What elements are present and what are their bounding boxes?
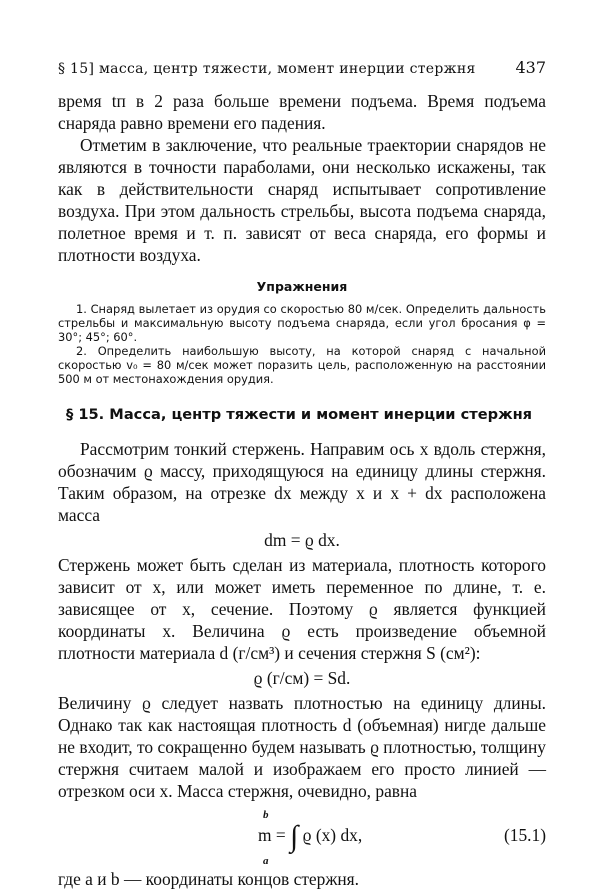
section-paragraph-4: где a и b — координаты концов стержня. [58,869,359,889]
paragraph-2: Отметим в заключение, что реальные траектории снарядов не являются в точности параболами, они несколько искажены, так как в действительности снаряд испытывает сопротивление воздуха. При этом дальность стрельбы, высота подъема снаряда, полетное время и т. п. зависят от веса снаряда, его формы и плотности воздуха. [58,135,546,265]
integral-sign: ∫ [290,820,299,853]
integral-lower-limit: a [263,855,269,867]
equation-number: (15.1) [503,825,546,845]
page-header [58,58,546,77]
page-body [58,90,546,890]
exercises-title: Упражнения [256,279,348,294]
exercise-1: 1. Снаряд вылетает из орудия со скоростью 80 м/сек. Определить дальность стрельбы и максимальную высоту подъема снаряда, если угол бросания φ = 30°; 45°; 60°. [58,302,546,344]
page-number: 437 [515,58,546,77]
section-paragraph-3: Величину ϱ следует назвать плотностью на единицу длины. Однако так как настоящая плотность d (объемная) нигде дальше не входит, то сокращенно будем называть ϱ плотностью, толщину стержня считаем малой и изображаем его просто линией — отрезком оси x. Масса стержня, очевидно, равна [58,693,546,801]
integral-lhs: m = [258,825,286,845]
section-paragraph-1: Рассмотрим тонкий стержень. Направим ось x вдоль стержня, обозначим ϱ массу, приходящуюся на единицу длины стержня. Таким образом, на отрезке dx между x и x + dx расположена масса [58,439,546,525]
paragraph-1: время tп в 2 раза больше времени подъема. Время подъема снаряда равно времени его падения. [58,91,546,133]
section-paragraph-2: Стержень может быть сделан из материала, плотность которого зависит от x, или может иметь переменное по длине, т. е. зависящее от x, сечение. Поэтому ϱ является функцией координаты x. Величина ϱ есть произведение объемной плотности материала d (г/см³) и сечения стержня S (см²): [58,555,546,663]
exercise-2: 2. Определить наибольшую высоту, на которой снаряд с начальной скоростью v₀ = 80 м/сек может поразить цель, расположенную на расстоянии 500 м от местонахождения орудия. [58,344,546,386]
formula-rho: ϱ (г/см) = Sd. [253,668,351,688]
integral-upper-limit: b [263,809,269,821]
section-heading: § 15. Масса, центр тяжести и момент инерции стержня [66,406,533,423]
formula-dm: dm = ϱ dx. [264,530,340,550]
running-title: § 15] масса, центр тяжести, момент инерции стержня [58,61,476,77]
integral-expression [258,820,363,853]
formula-mass-integral [58,804,546,866]
integral-integrand: ϱ (x) dx, [302,825,363,845]
